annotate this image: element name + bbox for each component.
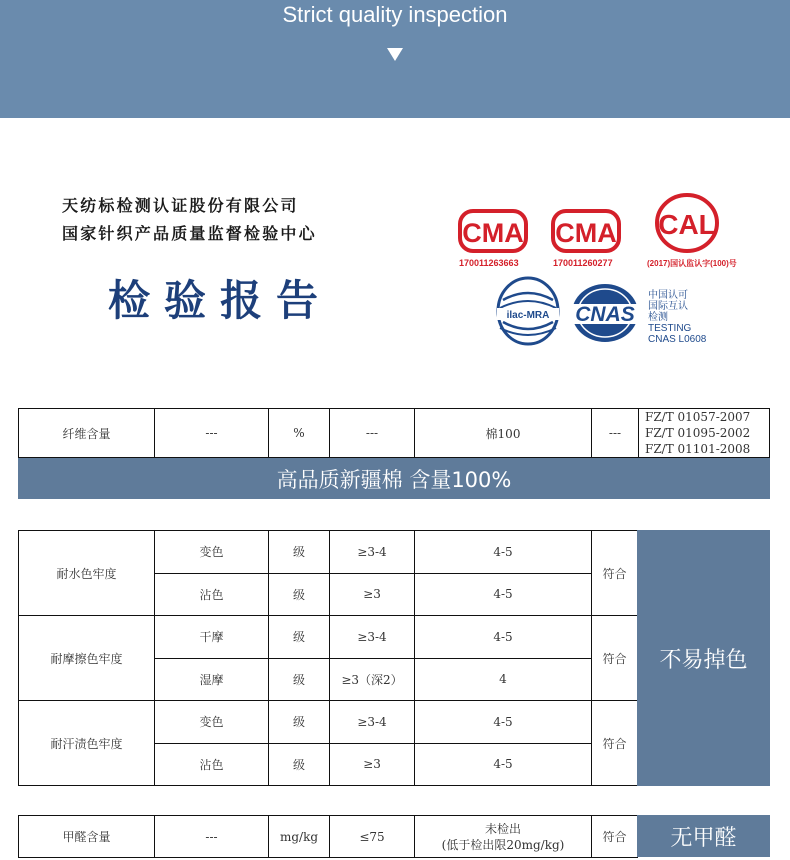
cnas-line: 国际互认 <box>648 301 688 312</box>
table-row <box>19 701 638 744</box>
ilac-logo-text: ilac-MRA <box>506 310 550 321</box>
cnas-logo-text: CNAS <box>575 303 635 326</box>
cal-logo-text: CAL <box>658 209 716 240</box>
result-cell: 4 <box>415 658 592 701</box>
unit-cell: mg/kg <box>269 816 330 858</box>
header-banner <box>0 0 790 118</box>
requirement-cell: ≥3-4 <box>330 531 415 574</box>
cma-code-1: 170011263663 <box>459 258 519 268</box>
sub-item: 变色 <box>155 531 269 574</box>
cma-logo-2-icon <box>551 208 621 254</box>
result-cell: 4-5 <box>415 701 592 744</box>
requirement-cell: ≤75 <box>330 816 415 858</box>
verdict-cell: 符合 <box>592 701 638 786</box>
unit-cell: 级 <box>269 616 330 659</box>
unit-cell: 级 <box>269 743 330 786</box>
color-fastness-table <box>18 530 638 786</box>
requirement-cell: ≥3（深2） <box>330 658 415 701</box>
cnas-line: 中国认可 <box>648 290 688 301</box>
cotton-banner: 高品质新疆棉 含量100% <box>18 458 770 499</box>
requirement-cell: ≥3 <box>330 573 415 616</box>
sub-item: 变色 <box>155 701 269 744</box>
item-name: 耐摩擦色牢度 <box>19 616 155 701</box>
sub-item: 沾色 <box>155 573 269 616</box>
header-title: Strict quality inspection <box>282 2 508 27</box>
cnas-line: 检测 <box>648 312 668 323</box>
standards-cell <box>639 409 770 458</box>
standard-line: FZ/T 01095-2002 <box>645 426 751 440</box>
verdict-cell: --- <box>592 409 639 458</box>
table-row <box>19 409 770 458</box>
cma-logo-text: CMA <box>462 218 524 248</box>
formaldehyde-table <box>18 815 638 858</box>
table-cell: --- <box>155 816 269 858</box>
verdict-cell: 符合 <box>592 816 638 858</box>
verdict-cell: 符合 <box>592 531 638 616</box>
result-cell: 4-5 <box>415 743 592 786</box>
result-line: (低于检出限20mg/kg) <box>441 837 565 852</box>
item-name: 耐汗渍色牢度 <box>19 701 155 786</box>
item-name: 甲醛含量 <box>19 816 155 858</box>
cal-code: (2017)国认监认字(100)号 <box>647 259 737 268</box>
unit-cell: 级 <box>269 658 330 701</box>
requirement-cell: ≥3-4 <box>330 701 415 744</box>
result-cell <box>415 816 592 858</box>
standard-line: FZ/T 01057-2007 <box>645 410 751 424</box>
org-center-name: 国家针织产品质量监督检验中心 <box>62 224 317 243</box>
unit-cell: % <box>269 409 330 458</box>
cnas-line: TESTING <box>648 323 692 334</box>
verdict-cell: 符合 <box>592 616 638 701</box>
result-cell: 4-5 <box>415 616 592 659</box>
unit-cell: 级 <box>269 531 330 574</box>
sub-item: 沾色 <box>155 743 269 786</box>
down-arrow-icon <box>387 48 403 61</box>
table-cell: --- <box>155 409 269 458</box>
sub-item: 湿摩 <box>155 658 269 701</box>
requirement-cell: ≥3-4 <box>330 616 415 659</box>
cma-logo-icon <box>458 208 528 254</box>
standard-line: FZ/T 01101-2008 <box>645 442 751 456</box>
table-row <box>19 531 638 574</box>
requirement-cell: --- <box>330 409 415 458</box>
report-title: 检验报告 <box>108 276 333 325</box>
cal-logo-icon <box>654 192 720 254</box>
unit-cell: 级 <box>269 573 330 616</box>
result-cell: 4-5 <box>415 531 592 574</box>
ilac-mra-logo-icon <box>495 276 561 346</box>
cnas-caption <box>648 290 706 345</box>
no-fading-banner: 不易掉色 <box>637 530 770 786</box>
result-line: 未检出 <box>484 821 521 836</box>
table-row <box>19 816 638 858</box>
sub-item: 干摩 <box>155 616 269 659</box>
table-row <box>19 616 638 659</box>
requirement-cell: ≥3 <box>330 743 415 786</box>
result-cell: 棉100 <box>415 409 592 458</box>
item-name: 耐水色牢度 <box>19 531 155 616</box>
result-cell: 4-5 <box>415 573 592 616</box>
unit-cell: 级 <box>269 701 330 744</box>
org-name: 天纺标检测认证股份有限公司 <box>62 196 299 215</box>
cma-logo-2-text: CMA <box>555 218 617 248</box>
cnas-logo-icon <box>566 282 644 344</box>
cma-code-2: 170011260277 <box>553 258 613 268</box>
item-name: 纤维含量 <box>19 409 155 458</box>
no-formaldehyde-banner: 无甲醛 <box>637 815 770 857</box>
fiber-content-table <box>18 408 770 458</box>
cnas-line: CNAS L0608 <box>648 334 707 345</box>
